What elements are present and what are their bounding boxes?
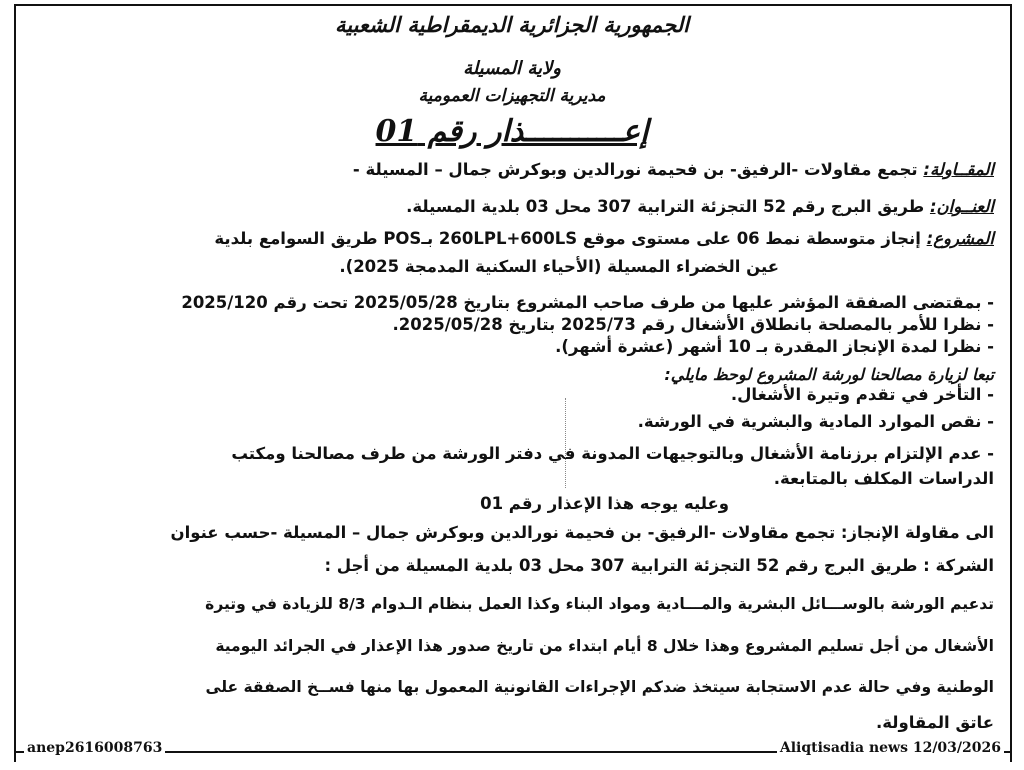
project-row bbox=[214, 229, 994, 248]
observation-item: الدراسات المكلف بالمتابعة. bbox=[773, 469, 994, 488]
contractor-label: المقــاولة: bbox=[923, 160, 994, 179]
republic-header: الجمهورية الجزائرية الديمقراطية الشعبية bbox=[334, 12, 689, 37]
notice-line: تدعيم الورشة بالوســـائل البشرية والمـــادية ومواد البناء وكذا العمل بنظام الـدوام 8/3 للزيادة في وتيرة bbox=[205, 595, 994, 613]
notice-title: إعـــــــــــذار رقم 01 bbox=[375, 114, 649, 149]
notice-intro: وعليه يوجه هذا الإعذار رقم 01 bbox=[480, 494, 729, 513]
address-value: طريق البرج رقم 52 التجزئة الترابية 307 محل 03 بلدية المسيلة. bbox=[406, 197, 925, 216]
consideration-item: - بمقتضى الصفقة المؤشر عليها من طرف صاحب المشروع بتاريخ 2025/05/28 تحت رقم 2025/120 bbox=[181, 293, 994, 312]
observation-item: - التأخر في تقدم وتيرة الأشغال. bbox=[730, 385, 994, 404]
publication-reference: Aliqtisadia news 12/03/2026 bbox=[777, 740, 1004, 756]
consideration-item: - نظرا للأمر بالمصلحة بانطلاق الأشغال رقم 2025/73 بتاريخ 2025/05/28. bbox=[392, 315, 994, 334]
observation-item: - نقص الموارد المادية والبشرية في الورشة. bbox=[637, 412, 994, 431]
consideration-item: - نظرا لمدة الإنجاز المقدرة بـ 10 أشهر (عشرة أشهر). bbox=[555, 337, 994, 356]
notice-line: الأشغال من أجل تسليم المشروع وهذا خلال 8 أيام ابتداء من تاريخ صدور هذا الإعذار في الجرائد اليومية bbox=[215, 637, 994, 655]
wilaya-header: ولاية المسيلة bbox=[463, 58, 561, 79]
faint-stamp-mark bbox=[565, 398, 604, 488]
contractor-value: تجمع مقاولات -الرفيق- بن فحيمة نورالدين وبوكرش جمال – المسيلة - bbox=[352, 160, 918, 179]
notice-line: الى مقاولة الإنجاز: تجمع مقاولات -الرفيق- بن فحيمة نورالدين وبوكرش جمال – المسيلة -حسب عنوان bbox=[170, 523, 994, 542]
footer-bar bbox=[14, 738, 1012, 762]
notice-line: الوطنية وفي حالة عدم الاستجابة سيتخذ ضدكم الإجراءات القانونية المعمول بها منها فســخ الصفقة على bbox=[205, 678, 994, 696]
observations-intro: تبعا لزيارة مصالحنا لورشة المشروع لوحظ مايلي: bbox=[664, 365, 994, 384]
project-label: المشروع: bbox=[926, 229, 994, 248]
notice-line: الشركة : طريق البرج رقم 52 التجزئة الترابية 307 محل 03 بلدية المسيلة من أجل : bbox=[324, 556, 994, 575]
address-label: العنــوان: bbox=[929, 197, 994, 216]
address-row bbox=[406, 197, 994, 216]
contractor-row bbox=[353, 160, 994, 179]
project-value-line2: عين الخضراء المسيلة (الأحياء السكنية المدمجة 2025). bbox=[339, 257, 779, 276]
notice-line: عاتق المقاولة. bbox=[876, 713, 994, 732]
anep-reference: anep2616008763 bbox=[24, 740, 165, 756]
observation-item: - عدم الإلتزام برزنامة الأشغال وبالتوجيهات المدونة في دفتر الورشة من طرف مصالحنا ومكتب bbox=[231, 444, 994, 463]
directorate-header: مديرية التجهيزات العمومية bbox=[418, 86, 606, 106]
project-value-line1: إنجاز متوسطة نمط 06 على مستوى موقع 260LPL+600LS بـPOS طريق السوامع بلدية bbox=[214, 229, 921, 248]
